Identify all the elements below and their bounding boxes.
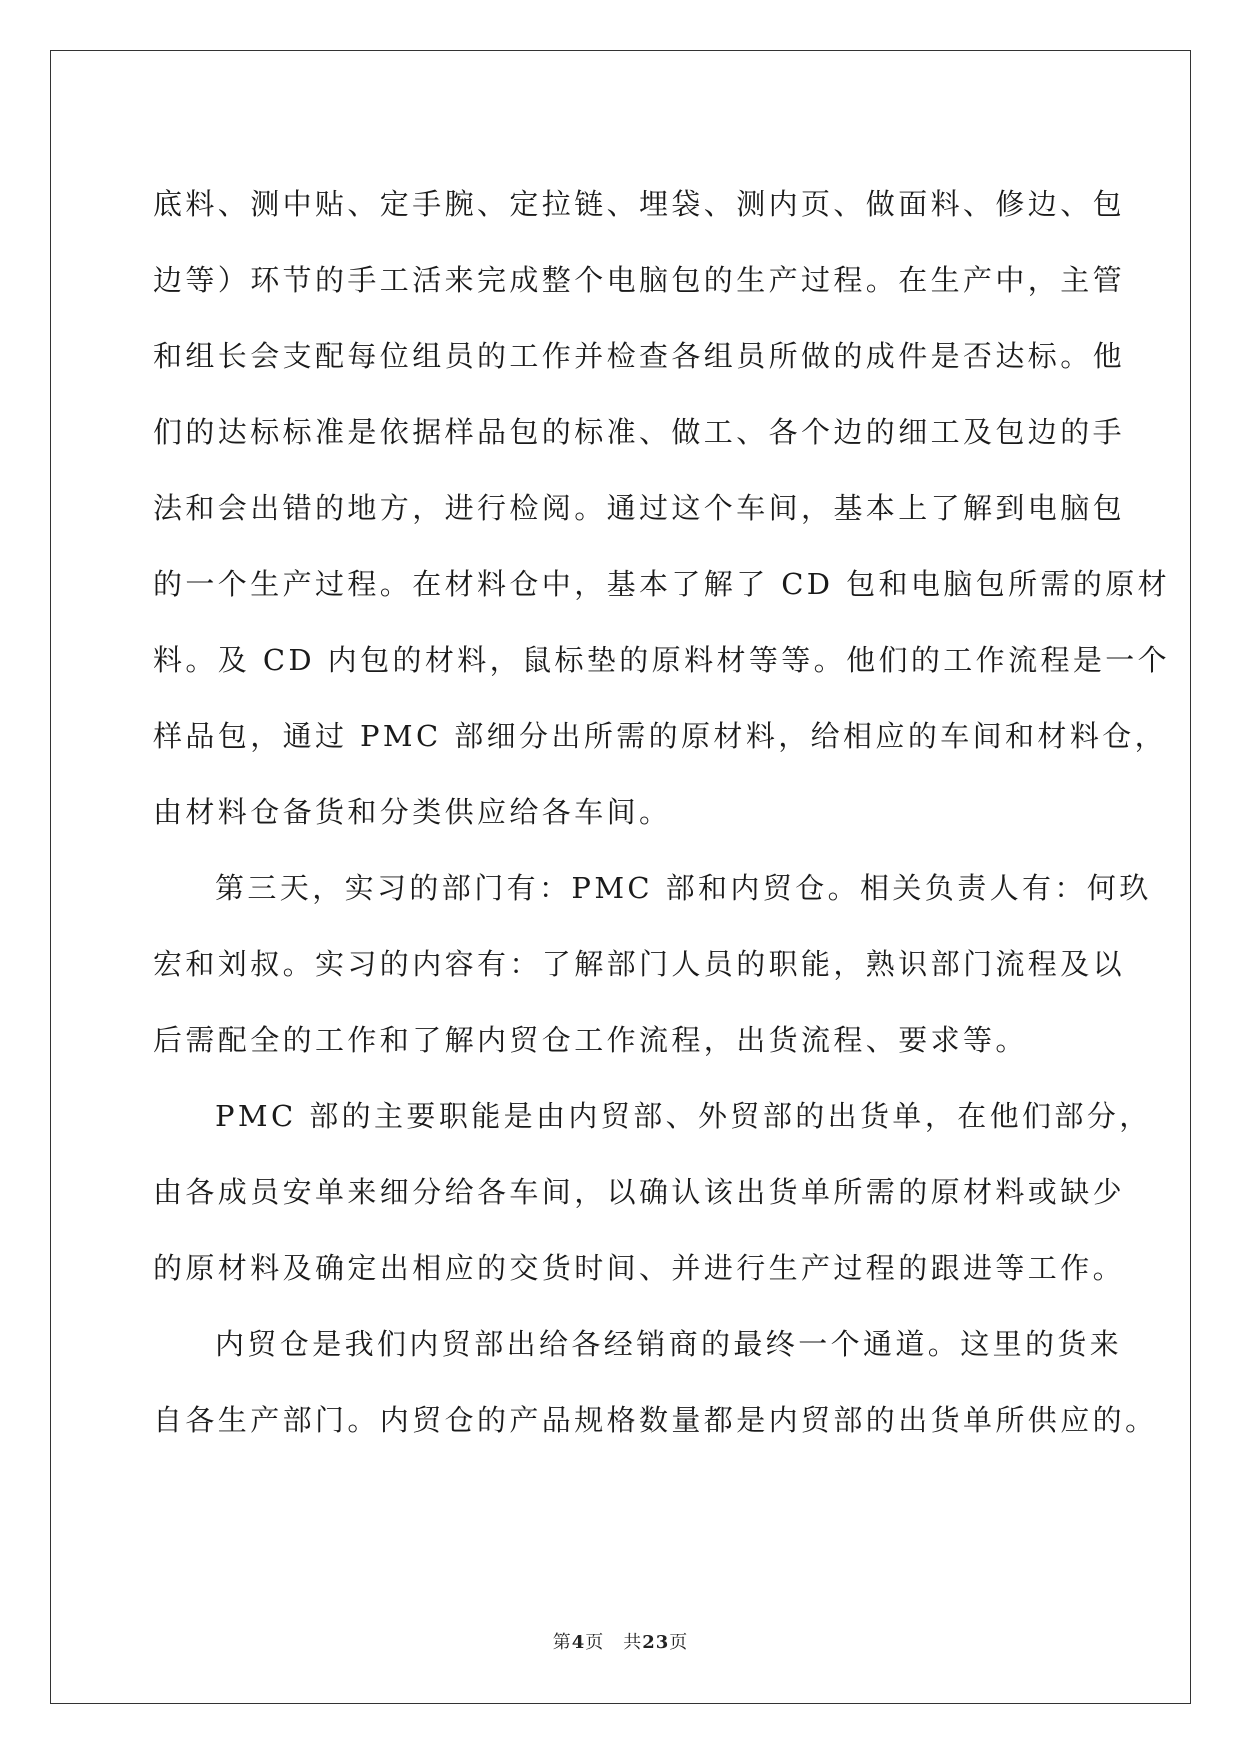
- text-line-6: 的一个生产过程。在材料仓中，基本了解了 CD 包和电脑包所需的原材: [153, 567, 1171, 601]
- text-line-3: 和组长会支配每位组员的工作并检查各组员所做的成件是否达标。他: [153, 339, 1126, 373]
- text-line-4: 们的达标标准是依据样品包的标准、做工、各个边的细工及包边的手: [153, 415, 1126, 449]
- footer-middle: 页 共: [585, 1632, 643, 1653]
- text-line-15: 的原材料及确定出相应的交货时间、并进行生产过程的跟进等工作。: [153, 1251, 1126, 1285]
- text-line-5: 法和会出错的地方，进行检阅。通过这个车间，基本上了解到电脑包: [153, 491, 1126, 525]
- footer-suffix: 页: [669, 1632, 689, 1653]
- text-line-17: 自各生产部门。内贸仓的产品规格数量都是内贸部的出货单所供应的。: [153, 1403, 1158, 1437]
- text-line-8: 样品包，通过 PMC 部细分出所需的原材料，给相应的车间和材料仓，: [153, 719, 1168, 753]
- text-line-12: 后需配全的工作和了解内贸仓工作流程，出货流程、要求等。: [153, 1023, 1028, 1057]
- footer-prefix: 第: [552, 1632, 572, 1653]
- text-line-7: 料。及 CD 内包的材料，鼠标垫的原料材等等。他们的工作流程是一个: [153, 643, 1171, 677]
- paragraph-start-line-13: PMC 部的主要职能是由内贸部、外贸部的出货单，在他们部分，: [215, 1099, 1152, 1133]
- current-page-number: 4: [571, 1632, 586, 1653]
- total-page-number: 23: [642, 1632, 670, 1653]
- document-body: [153, 166, 1171, 1458]
- paragraph-start-line-10: 第三天，实习的部门有：PMC 部和内贸仓。相关负责人有：何玖: [215, 871, 1152, 905]
- page-footer: [0, 1628, 1241, 1654]
- paragraph-start-line-16: 内贸仓是我们内贸部出给各经销商的最终一个通道。这里的货来: [215, 1327, 1123, 1361]
- text-line-9: 由材料仓备货和分类供应给各车间。: [153, 795, 672, 829]
- text-line-14: 由各成员安单来细分给各车间，以确认该出货单所需的原材料或缺少: [153, 1175, 1126, 1209]
- text-line-1: 底料、测中贴、定手腕、定拉链、埋袋、测内页、做面料、修边、包: [153, 187, 1126, 221]
- text-line-2: 边等）环节的手工活来完成整个电脑包的生产过程。在生产中，主管: [153, 263, 1126, 297]
- text-line-11: 宏和刘叔。实习的内容有：了解部门人员的职能，熟识部门流程及以: [153, 947, 1126, 981]
